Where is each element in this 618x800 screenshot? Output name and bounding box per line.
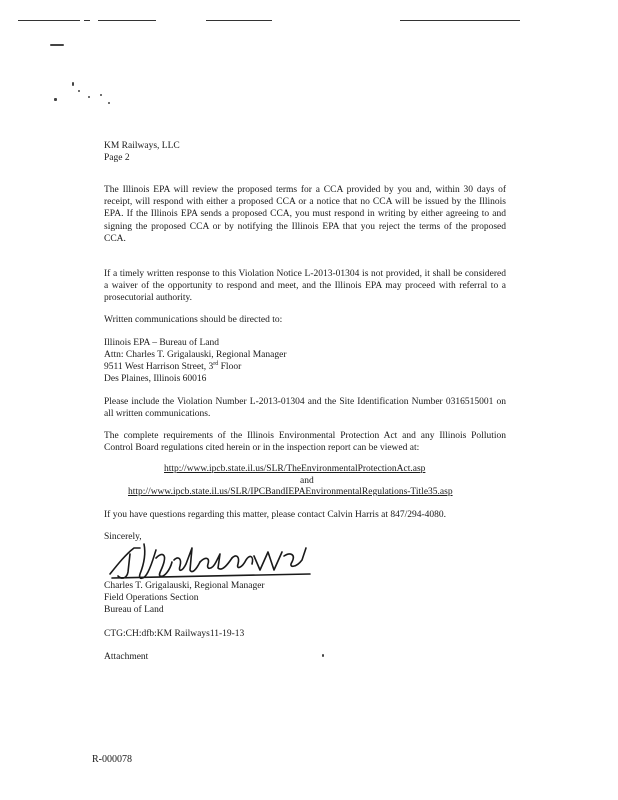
paragraph-contact: If you have questions regarding this matter, please contact Calvin Harris at 847/294-4080. bbox=[104, 510, 447, 520]
link-conjunction: and bbox=[300, 476, 314, 486]
scan-speck bbox=[88, 96, 90, 98]
scan-line-artifact bbox=[206, 20, 272, 21]
address-line: 9511 West Harrison Street, 3rd Floor bbox=[104, 360, 242, 372]
address-line: Attn: Charles T. Grigalauski, Regional Manager bbox=[104, 350, 287, 360]
reference-initials: CTG:CH:dfb:KM Railways11-19-13 bbox=[104, 629, 245, 639]
address-line: Illinois EPA – Bureau of Land bbox=[104, 338, 219, 348]
bates-number: R-000078 bbox=[92, 754, 132, 765]
scan-line-artifact bbox=[84, 20, 90, 21]
enclosure-note: Attachment bbox=[104, 652, 149, 662]
scan-speck bbox=[100, 94, 102, 96]
paragraph-cca-review: The Illinois EPA will review the proposed terms for a CCA provided by you and, within 30 days of receipt, will respond with either a proposed CCA or a notice that no CCA will be issued by the Illinois EPA. If the Illinois EPA sends a proposed CCA, you must respond in writing by either agreeing to and signing the proposed CCA or by notifying the Illinois EPA that you reject the terms of the proposed CCA. bbox=[104, 185, 506, 244]
signature bbox=[100, 534, 325, 584]
scan-line-artifact bbox=[18, 20, 80, 21]
recipient-name: KM Railways, LLC bbox=[104, 141, 180, 151]
paragraph-timely-response: If a timely written response to this Violation Notice L-2013-01304 is not provided, it shall be considered a waiver of the opportunity to respond and meet, and the Illinois EPA may proceed with referral to a prosecutorial authority. bbox=[104, 269, 506, 304]
scan-speck bbox=[50, 44, 64, 46]
signer-bureau: Bureau of Land bbox=[104, 605, 164, 615]
closing: Sincerely, bbox=[104, 532, 142, 542]
regulations-link[interactable]: http://www.ipcb.state.il.us/SLR/IPCBandIEPAEnvironmentalRegulations-Title35.asp bbox=[128, 487, 453, 497]
scan-line-artifact bbox=[400, 20, 520, 21]
scan-speck bbox=[108, 102, 110, 104]
page-number: Page 2 bbox=[104, 153, 130, 163]
act-link[interactable]: http://www.ipcb.state.il.us/SLR/TheEnvironmentalProtectionAct.asp bbox=[164, 464, 426, 474]
paragraph-include-numbers: Please include the Violation Number L-2013-01304 and the Site Identification Number 0316515001 on all written communications. bbox=[104, 397, 506, 420]
scan-speck bbox=[54, 98, 57, 101]
paragraph-communications: Written communications should be directed to: bbox=[104, 315, 283, 325]
scan-line-artifact bbox=[98, 20, 156, 21]
address-line: Des Plaines, Illinois 60016 bbox=[104, 374, 207, 384]
signer-name: Charles T. Grigalauski, Regional Manager bbox=[104, 581, 265, 591]
scan-speck bbox=[72, 82, 74, 86]
paragraph-requirements: The complete requirements of the Illinois Environmental Protection Act and any Illinois Pollution Control Board regulations cited herein or in the inspection report can be viewed at: bbox=[104, 431, 506, 454]
scan-speck bbox=[322, 654, 324, 657]
signer-section: Field Operations Section bbox=[104, 593, 199, 603]
scan-speck bbox=[78, 90, 80, 92]
